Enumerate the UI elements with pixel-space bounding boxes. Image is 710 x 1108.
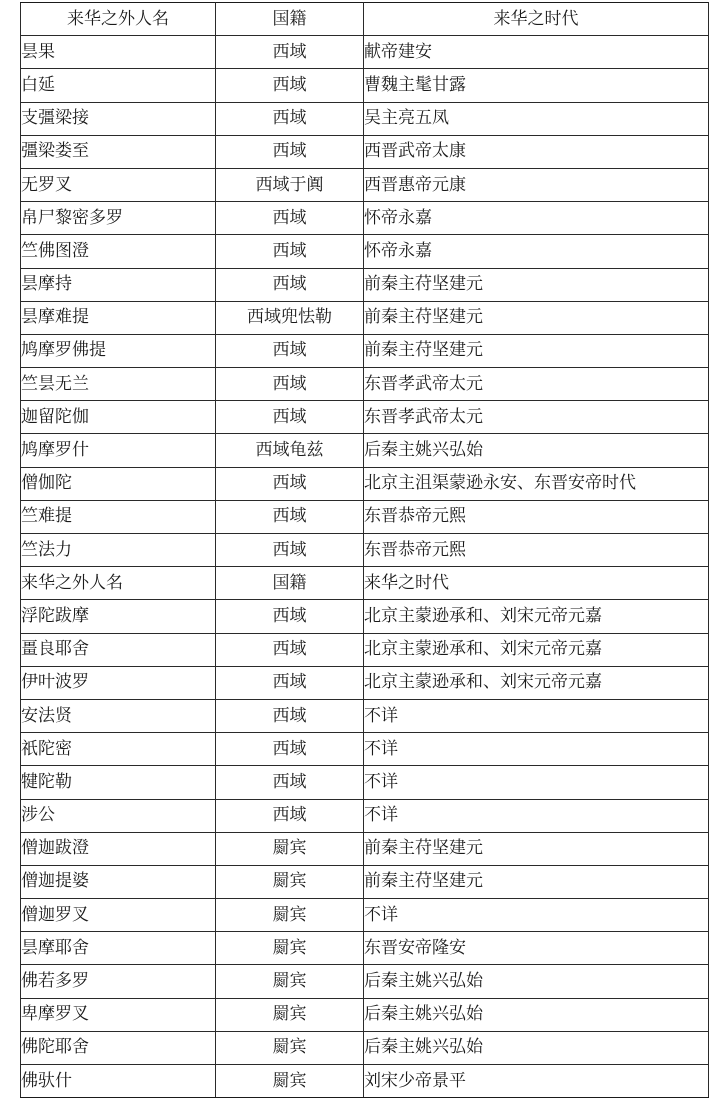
- cell-nationality: 罽宾: [216, 932, 364, 965]
- cell-name: 昙摩持: [21, 268, 216, 301]
- cell-era: 不详: [364, 899, 709, 932]
- table-row: [21, 699, 709, 732]
- table-row: [21, 168, 709, 201]
- table-row: [21, 401, 709, 434]
- cell-era: 后秦主姚兴弘始: [364, 434, 709, 467]
- cell-era: 前秦主苻坚建元: [364, 268, 709, 301]
- header-name: 来华之外人名: [21, 3, 216, 36]
- cell-name: 僧伽陀: [21, 467, 216, 500]
- table-row: [21, 135, 709, 168]
- cell-name: 畺良耶舍: [21, 633, 216, 666]
- table-row: [21, 832, 709, 865]
- cell-nationality: 西域: [216, 699, 364, 732]
- cell-name: 无罗叉: [21, 168, 216, 201]
- cell-nationality: 西域于阗: [216, 168, 364, 201]
- table-body: [21, 36, 709, 1098]
- cell-nationality: 西域: [216, 633, 364, 666]
- table-row: [21, 865, 709, 898]
- cell-era: 来华之时代: [364, 567, 709, 600]
- cell-era: 曹魏主髦甘露: [364, 69, 709, 102]
- cell-era: 后秦主姚兴弘始: [364, 998, 709, 1031]
- table-row: [21, 733, 709, 766]
- table-row: [21, 766, 709, 799]
- cell-name: 佛驮什: [21, 1065, 216, 1098]
- cell-era: 献帝建安: [364, 36, 709, 69]
- table-row: [21, 334, 709, 367]
- table-row: [21, 666, 709, 699]
- cell-name: 竺难提: [21, 500, 216, 533]
- cell-nationality: 西域: [216, 733, 364, 766]
- table-row: [21, 998, 709, 1031]
- cell-name: 佛陀耶舍: [21, 1031, 216, 1064]
- table-row: [21, 567, 709, 600]
- cell-name: 鸠摩罗佛提: [21, 334, 216, 367]
- table-row: [21, 102, 709, 135]
- cell-era: 前秦主苻坚建元: [364, 832, 709, 865]
- cell-nationality: 西域: [216, 202, 364, 235]
- table-row: [21, 69, 709, 102]
- cell-name: 伊叶波罗: [21, 666, 216, 699]
- table-row: [21, 965, 709, 998]
- cell-name: 涉公: [21, 799, 216, 832]
- cell-name: 竺法力: [21, 534, 216, 567]
- cell-nationality: 西域: [216, 334, 364, 367]
- cell-name: 昙果: [21, 36, 216, 69]
- cell-era: 不详: [364, 766, 709, 799]
- cell-nationality: 罽宾: [216, 865, 364, 898]
- table-header: [21, 3, 709, 36]
- cell-era: 后秦主姚兴弘始: [364, 1031, 709, 1064]
- cell-name: 犍陀勒: [21, 766, 216, 799]
- cell-nationality: 罽宾: [216, 1065, 364, 1098]
- cell-era: 不详: [364, 699, 709, 732]
- cell-nationality: 西域: [216, 69, 364, 102]
- cell-name: 白延: [21, 69, 216, 102]
- cell-nationality: 西域: [216, 534, 364, 567]
- cell-era: 前秦主苻坚建元: [364, 334, 709, 367]
- cell-era: 西晋惠帝元康: [364, 168, 709, 201]
- cell-name: 浮陀跋摩: [21, 600, 216, 633]
- cell-nationality: 西域龟兹: [216, 434, 364, 467]
- cell-nationality: 西域: [216, 467, 364, 500]
- cell-era: 北京主沮渠蒙逊永安、东晋安帝时代: [364, 467, 709, 500]
- cell-name: 昙摩耶舍: [21, 932, 216, 965]
- cell-nationality: 罽宾: [216, 965, 364, 998]
- cell-nationality: 西域: [216, 235, 364, 268]
- cell-name: 僧迦跋澄: [21, 832, 216, 865]
- table-row: [21, 467, 709, 500]
- cell-name: 迦留陀伽: [21, 401, 216, 434]
- cell-name: 竺佛图澄: [21, 235, 216, 268]
- cell-era: 东晋孝武帝太元: [364, 368, 709, 401]
- cell-nationality: 西域兜怯勒: [216, 301, 364, 334]
- cell-nationality: 西域: [216, 135, 364, 168]
- cell-era: 前秦主苻坚建元: [364, 301, 709, 334]
- header-row: [21, 3, 709, 36]
- table-row: [21, 633, 709, 666]
- table-row: [21, 368, 709, 401]
- header-nationality: 国籍: [216, 3, 364, 36]
- table-row: [21, 899, 709, 932]
- cell-era: 东晋孝武帝太元: [364, 401, 709, 434]
- cell-name: 卑摩罗叉: [21, 998, 216, 1031]
- cell-name: 帛尸黎密多罗: [21, 202, 216, 235]
- table-row: [21, 301, 709, 334]
- table-row: [21, 36, 709, 69]
- cell-name: 鸠摩罗什: [21, 434, 216, 467]
- cell-nationality: 西域: [216, 666, 364, 699]
- cell-name: 祇陀密: [21, 733, 216, 766]
- cell-era: 东晋恭帝元熙: [364, 534, 709, 567]
- header-era: 来华之时代: [364, 3, 709, 36]
- foreigners-table: [20, 2, 709, 1098]
- table-row: [21, 600, 709, 633]
- cell-nationality: 西域: [216, 401, 364, 434]
- cell-name: 僧迦罗叉: [21, 899, 216, 932]
- table-row: [21, 534, 709, 567]
- cell-nationality: 罽宾: [216, 832, 364, 865]
- cell-era: 不详: [364, 733, 709, 766]
- cell-era: 怀帝永嘉: [364, 202, 709, 235]
- cell-era: 北京主蒙逊承和、刘宋元帝元嘉: [364, 600, 709, 633]
- cell-nationality: 西域: [216, 766, 364, 799]
- cell-name: 彊梁娄至: [21, 135, 216, 168]
- cell-name: 支彊梁接: [21, 102, 216, 135]
- cell-nationality: 罽宾: [216, 1031, 364, 1064]
- cell-era: 东晋安帝隆安: [364, 932, 709, 965]
- table-row: [21, 500, 709, 533]
- cell-nationality: 西域: [216, 268, 364, 301]
- table-row: [21, 235, 709, 268]
- cell-nationality: 西域: [216, 368, 364, 401]
- table-row: [21, 932, 709, 965]
- cell-era: 怀帝永嘉: [364, 235, 709, 268]
- cell-name: 佛若多罗: [21, 965, 216, 998]
- table-row: [21, 268, 709, 301]
- cell-nationality: 西域: [216, 500, 364, 533]
- table-row: [21, 799, 709, 832]
- cell-era: 北京主蒙逊承和、刘宋元帝元嘉: [364, 666, 709, 699]
- cell-nationality: 西域: [216, 799, 364, 832]
- cell-nationality: 西域: [216, 36, 364, 69]
- cell-era: 不详: [364, 799, 709, 832]
- cell-era: 刘宋少帝景平: [364, 1065, 709, 1098]
- cell-nationality: 罽宾: [216, 899, 364, 932]
- table-row: [21, 202, 709, 235]
- cell-name: 来华之外人名: [21, 567, 216, 600]
- cell-nationality: 西域: [216, 102, 364, 135]
- cell-name: 安法贤: [21, 699, 216, 732]
- cell-era: 东晋恭帝元熙: [364, 500, 709, 533]
- cell-era: 后秦主姚兴弘始: [364, 965, 709, 998]
- cell-nationality: 罽宾: [216, 998, 364, 1031]
- cell-era: 前秦主苻坚建元: [364, 865, 709, 898]
- table-row: [21, 1031, 709, 1064]
- cell-name: 僧迦提婆: [21, 865, 216, 898]
- cell-nationality: 西域: [216, 600, 364, 633]
- cell-era: 西晋武帝太康: [364, 135, 709, 168]
- table-row: [21, 434, 709, 467]
- cell-era: 吴主亮五凤: [364, 102, 709, 135]
- table-row: [21, 1065, 709, 1098]
- cell-name: 竺昙无兰: [21, 368, 216, 401]
- cell-era: 北京主蒙逊承和、刘宋元帝元嘉: [364, 633, 709, 666]
- cell-name: 昙摩难提: [21, 301, 216, 334]
- cell-nationality: 国籍: [216, 567, 364, 600]
